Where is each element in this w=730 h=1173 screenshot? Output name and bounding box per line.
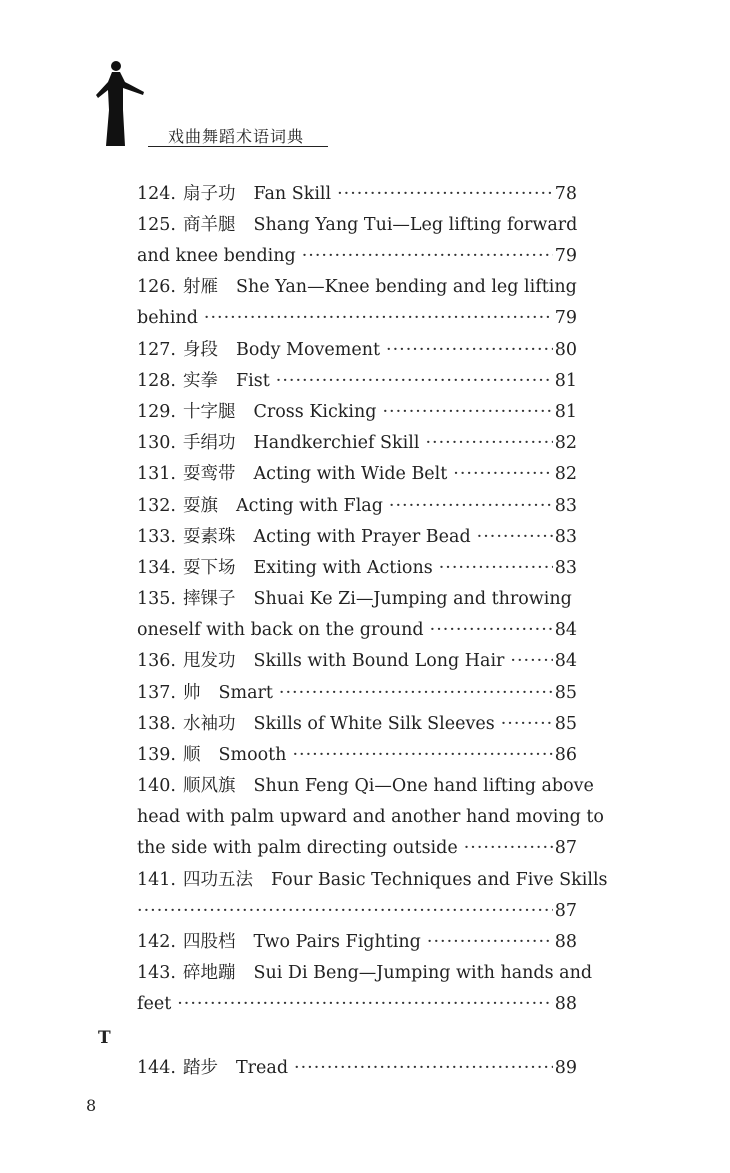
entry-continuation-text: behind — [137, 308, 198, 328]
dancer-silhouette-icon — [92, 58, 152, 150]
toc-entry — [137, 710, 577, 738]
entry-chinese-term: 顺 — [183, 745, 201, 765]
entry-number: 144. — [137, 1058, 176, 1078]
entry-english-term: Smooth — [218, 745, 287, 765]
toc-entry — [137, 866, 608, 894]
entry-number: 140. — [137, 776, 176, 796]
toc-entry — [137, 585, 577, 613]
dot-leader — [464, 834, 553, 862]
toc-entry-continuation — [137, 616, 577, 644]
entry-english-term: Skills of White Silk Sleeves — [253, 714, 495, 734]
entry-number: 135. — [137, 589, 176, 609]
toc-entry — [137, 460, 577, 488]
entry-chinese-term: 甩发功 — [183, 651, 236, 671]
toc-entry-continuation — [137, 897, 577, 925]
entry-number: 134. — [137, 558, 176, 578]
entry-english-term: Fan Skill — [253, 184, 332, 204]
dot-leader — [292, 741, 552, 769]
toc-entry — [137, 1054, 577, 1082]
entry-page: 85 — [554, 714, 577, 734]
entry-continuation-text: and knee bending — [137, 246, 296, 266]
dot-leader — [294, 1054, 553, 1082]
dot-leader — [389, 492, 553, 520]
entry-chinese-term: 碎地蹦 — [183, 963, 236, 983]
toc-entry-continuation — [137, 803, 604, 831]
entry-continuation-text: head with palm upward and another hand moving to — [137, 807, 604, 827]
entry-chinese-term: 实拳 — [183, 371, 218, 391]
dot-leader — [279, 679, 553, 707]
toc-entry — [137, 647, 577, 675]
entry-number: 125. — [137, 215, 176, 235]
entry-page: 84 — [554, 651, 577, 671]
entry-continuation-text: oneself with back on the ground — [137, 620, 424, 640]
dot-leader — [430, 616, 553, 644]
entry-chinese-term: 身段 — [183, 340, 218, 360]
dot-leader — [302, 242, 553, 270]
dot-leader — [501, 710, 553, 738]
toc-entry — [137, 741, 577, 769]
entry-page: 89 — [554, 1058, 577, 1078]
toc-entry-continuation — [137, 834, 577, 862]
entry-number: 128. — [137, 371, 176, 391]
dot-leader — [510, 647, 552, 675]
dot-leader — [386, 336, 553, 364]
entry-page: 88 — [554, 932, 577, 952]
entry-number: 129. — [137, 402, 176, 422]
entry-page: 83 — [554, 496, 577, 516]
entry-chinese-term: 摔锞子 — [183, 589, 236, 609]
toc-entry — [137, 679, 577, 707]
entry-english-term: Shang Yang Tui—Leg lifting forward — [253, 215, 578, 235]
dot-leader — [477, 523, 553, 551]
entry-english-term: Tread — [236, 1058, 289, 1078]
entry-english-term: Acting with Prayer Bead — [253, 527, 471, 547]
entry-english-term: Handkerchief Skill — [253, 433, 420, 453]
book-header-title: 戏曲舞蹈术语词典 — [168, 127, 305, 146]
entry-number: 142. — [137, 932, 176, 952]
entry-english-term: Shuai Ke Zi—Jumping and throwing — [253, 589, 572, 609]
entry-chinese-term: 水袖功 — [183, 714, 236, 734]
entry-chinese-term: 射雁 — [183, 277, 218, 297]
toc-entry — [137, 180, 577, 208]
dot-leader — [177, 990, 552, 1018]
toc-entry — [137, 336, 577, 364]
toc-entry — [137, 523, 577, 551]
entry-page: 88 — [554, 994, 577, 1014]
entry-page: 80 — [554, 340, 577, 360]
entry-chinese-term: 帅 — [183, 683, 201, 703]
entry-page: 82 — [554, 433, 577, 453]
entry-page: 78 — [554, 184, 577, 204]
dot-leader — [382, 398, 552, 426]
toc-entry-continuation — [137, 990, 577, 1018]
toc-entry — [137, 492, 577, 520]
entry-page: 86 — [554, 745, 577, 765]
entry-english-term: She Yan—Knee bending and leg lifting — [236, 277, 577, 297]
entry-english-term: Shun Feng Qi—One hand lifting above — [253, 776, 594, 796]
entry-page: 83 — [554, 527, 577, 547]
entry-english-term: Smart — [218, 683, 273, 703]
toc-entry — [137, 398, 577, 426]
entry-number: 127. — [137, 340, 176, 360]
entry-page: 79 — [554, 308, 577, 328]
toc-entry — [137, 429, 577, 457]
entry-number: 136. — [137, 651, 176, 671]
entry-chinese-term: 扇子功 — [183, 184, 236, 204]
dot-leader — [137, 897, 553, 925]
dot-leader — [337, 180, 553, 208]
toc-entry — [137, 928, 577, 956]
entry-page: 79 — [554, 246, 577, 266]
header-rule — [148, 146, 328, 147]
dot-leader — [439, 554, 553, 582]
entry-chinese-term: 手绢功 — [183, 433, 236, 453]
toc-entry-continuation — [137, 242, 577, 270]
entry-english-term: Exiting with Actions — [253, 558, 433, 578]
entry-chinese-term: 十字腿 — [183, 402, 236, 422]
entry-english-term: Acting with Wide Belt — [253, 464, 448, 484]
toc-entry — [137, 772, 594, 800]
entry-chinese-term: 耍旗 — [183, 496, 218, 516]
entry-page: 81 — [554, 402, 577, 422]
entry-page: 84 — [554, 620, 577, 640]
entry-number: 138. — [137, 714, 176, 734]
entry-page: 83 — [554, 558, 577, 578]
toc-entry — [137, 959, 593, 987]
toc-entry — [137, 554, 577, 582]
entry-number: 131. — [137, 464, 176, 484]
dot-leader — [425, 429, 552, 457]
entry-page: 87 — [554, 838, 577, 858]
entry-number: 143. — [137, 963, 176, 983]
toc-entry — [137, 367, 577, 395]
entry-chinese-term: 四功五法 — [183, 870, 253, 890]
entry-number: 141. — [137, 870, 176, 890]
entry-continuation-text: the side with palm directing outside — [137, 838, 458, 858]
section-letter: T — [98, 1028, 111, 1048]
entry-english-term: Cross Kicking — [253, 402, 377, 422]
page-number: 8 — [86, 1096, 97, 1115]
entry-english-term: Skills with Bound Long Hair — [253, 651, 505, 671]
toc-entry — [137, 211, 577, 239]
entry-page: 81 — [554, 371, 577, 391]
entry-english-term: Sui Di Beng—Jumping with hands and — [253, 963, 593, 983]
entry-english-term: Acting with Flag — [236, 496, 383, 516]
dot-leader — [204, 304, 553, 332]
toc-entry — [137, 273, 577, 301]
toc-entry-continuation — [137, 304, 577, 332]
entry-page: 85 — [554, 683, 577, 703]
entry-chinese-term: 踏步 — [183, 1058, 218, 1078]
entry-continuation-text: feet — [137, 994, 172, 1014]
entry-page: 87 — [554, 901, 577, 921]
entry-number: 130. — [137, 433, 176, 453]
entry-number: 124. — [137, 184, 176, 204]
entry-number: 132. — [137, 496, 176, 516]
entry-number: 126. — [137, 277, 176, 297]
entry-number: 139. — [137, 745, 176, 765]
entry-chinese-term: 耍鸾带 — [183, 464, 236, 484]
dot-leader — [427, 928, 553, 956]
entry-english-term: Two Pairs Fighting — [253, 932, 421, 952]
entry-english-term: Four Basic Techniques and Five Skills — [271, 870, 608, 890]
dot-leader — [453, 460, 552, 488]
entry-chinese-term: 顺风旗 — [183, 776, 236, 796]
entry-chinese-term: 四股档 — [183, 932, 236, 952]
entry-chinese-term: 耍素珠 — [183, 527, 236, 547]
entry-chinese-term: 耍下场 — [183, 558, 236, 578]
entry-english-term: Body Movement — [236, 340, 380, 360]
entry-number: 137. — [137, 683, 176, 703]
entry-number: 133. — [137, 527, 176, 547]
entry-english-term: Fist — [236, 371, 270, 391]
dot-leader — [276, 367, 553, 395]
entry-chinese-term: 商羊腿 — [183, 215, 236, 235]
entry-page: 82 — [554, 464, 577, 484]
